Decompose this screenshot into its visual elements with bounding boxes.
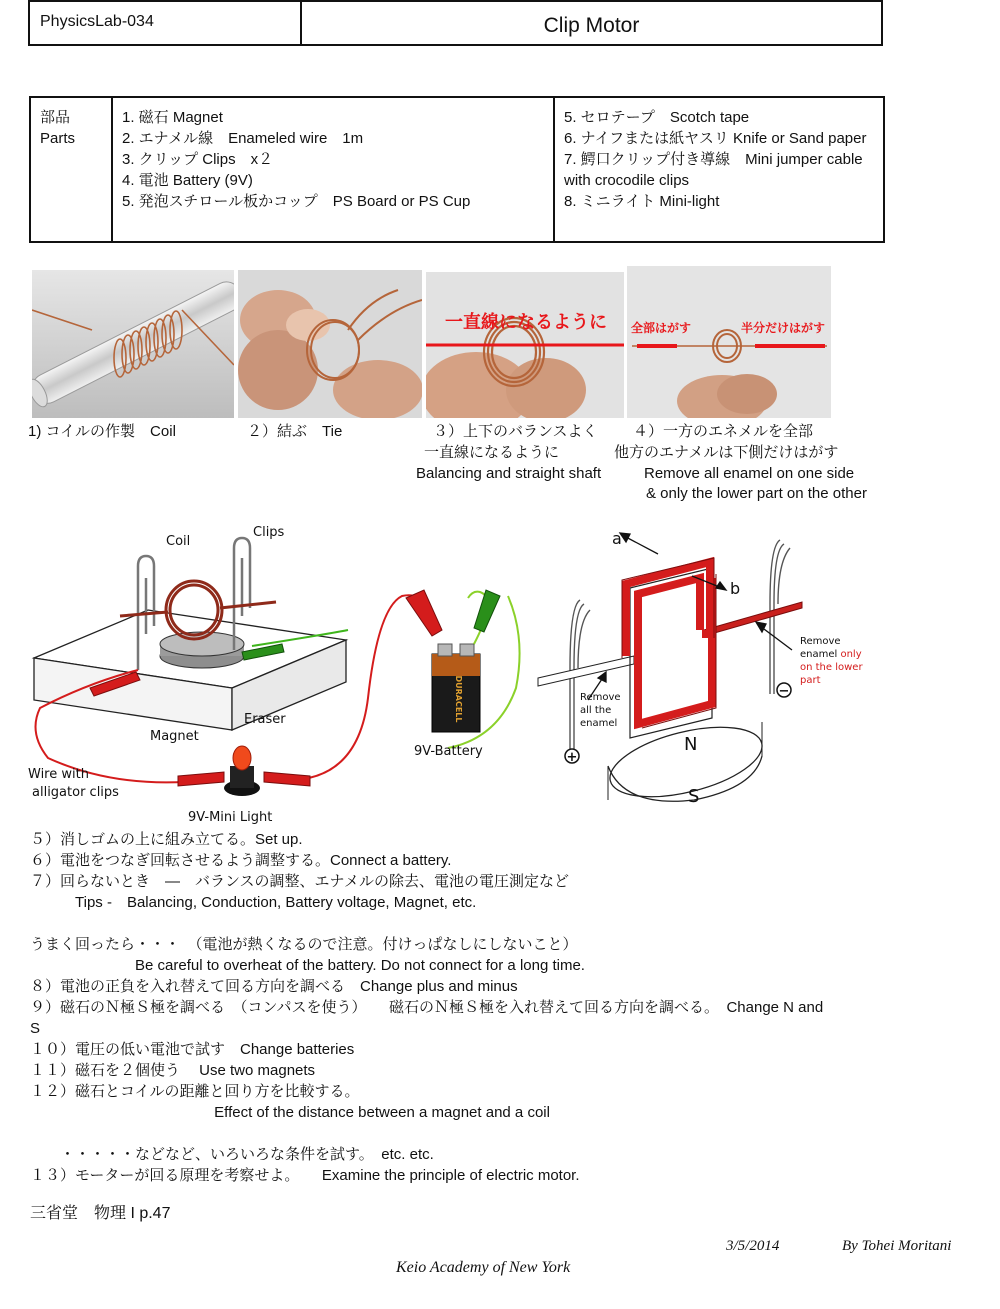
- setup-diagram: [28, 518, 536, 826]
- caption-step3-line2: 一直線になるように: [424, 444, 560, 461]
- part-item: 8. ミニライト Mini-light: [564, 193, 720, 210]
- parts-list-left: [113, 98, 555, 241]
- photo3-overlay-text: 一直線になるように: [445, 312, 607, 333]
- photo4-overlay-right: 半分だけはがす: [741, 321, 826, 335]
- step-line: Tips - Balancing, Conduction, Battery voltage, Magnet, etc.: [30, 894, 477, 911]
- part-item: 5. 発泡スチロール板かコップ PS Board or PS Cup: [122, 193, 471, 210]
- label-battery: 9V-Battery: [414, 744, 483, 759]
- label-s-pole: S: [688, 786, 700, 807]
- parts-label-cell: [31, 98, 113, 241]
- part-item: 3. クリップ Clips x２: [122, 151, 274, 168]
- parts-label-en: Parts: [40, 130, 76, 147]
- caption-step4-line2: 他方のエナメルは下側だけはがす: [614, 444, 839, 461]
- step-line: １３）モーターが回る原理を考察せよ。 Examine the principle of electric motor.: [30, 1167, 580, 1184]
- step-line: [30, 1123, 990, 1144]
- battery-brand: DURACELL: [454, 675, 463, 723]
- step-line: [30, 913, 990, 934]
- caption-step4-line1: ４）一方のエネメルを全部: [633, 423, 814, 440]
- step-line: うまく回ったら・・・ （電池が熱くなるので注意。付けっぱなしにしないこと）: [30, 936, 578, 953]
- part-item: 4. 電池 Battery (9V): [122, 172, 253, 189]
- label-b: b: [730, 579, 741, 598]
- remove-all-line1: Remove: [580, 692, 621, 703]
- part-item: 6. ナイフまたは紙ヤスリ Knife or Sand paper: [564, 130, 867, 147]
- caption-step4-line3: Remove all enamel on one side: [644, 465, 855, 482]
- footer-school: Keio Academy of New York: [396, 1259, 571, 1276]
- parts-list-right: [555, 98, 883, 241]
- coil-magnet-diagram: [534, 518, 874, 812]
- part-item: 7. 鰐口クリップ付き導線 Mini jumper cable with crocodile clips: [564, 151, 863, 189]
- remove-lower-line2: enamel only: [800, 649, 862, 660]
- label-eraser: Eraser: [244, 712, 286, 727]
- remove-all-line3: enamel: [580, 718, 618, 729]
- caption-step3-line3: Balancing and straight shaft: [416, 465, 602, 482]
- photo-balancing: [426, 272, 624, 418]
- remove-lower-line3: on the lower: [800, 662, 863, 673]
- parts-table: [29, 96, 885, 243]
- photo-coil-on-tube: [32, 270, 234, 418]
- caption-step3-line1: ３）上下のバランスよく: [433, 423, 598, 440]
- step-line: ８）電池の正負を入れ替えて回る方向を調べる Change plus and minus: [30, 978, 518, 995]
- label-mini-light: 9V-Mini Light: [188, 810, 273, 825]
- remove-lower-line1: Remove: [800, 636, 841, 647]
- step-line: ５）消しゴムの上に組み立てる。Set up.: [30, 831, 303, 848]
- label-magnet: Magnet: [150, 729, 199, 744]
- step-line: １０）電圧の低い電池で試す Change batteries: [30, 1041, 355, 1058]
- step-line: ・・・・・などなど、いろいろな条件を試す。 etc. etc.: [30, 1146, 434, 1163]
- step-line: S: [30, 1020, 41, 1037]
- label-wire-line2: alligator clips: [32, 785, 119, 800]
- label-n-pole: N: [684, 734, 698, 755]
- caption-step1: 1) コイルの作製 Coil: [28, 423, 176, 440]
- label-clips: Clips: [253, 525, 285, 540]
- footer-author: By Tohei Moritani: [842, 1238, 952, 1254]
- step-line: １１）磁石を２個使う Use two magnets: [30, 1062, 316, 1079]
- reference: 三省堂 物理 I p.47: [30, 1205, 171, 1222]
- part-item: 5. セロテープ Scotch tape: [564, 109, 750, 126]
- caption-step4-line4: & only the lower part on the other: [646, 485, 867, 502]
- photo4-overlay-left: 全部はがす: [631, 321, 692, 335]
- step-line: Be careful to overheat of the battery. Do not connect for a long time.: [30, 957, 585, 974]
- remove-lower-line4: part: [800, 675, 821, 686]
- label-wire-line1: Wire with: [28, 767, 89, 782]
- lab-id: PhysicsLab-034: [30, 2, 302, 46]
- photo-remove-enamel: [627, 266, 831, 418]
- remove-all-line2: all the: [580, 705, 612, 716]
- part-item: 2. エナメル線 Enameled wire 1m: [122, 130, 364, 147]
- page-title: Clip Motor: [543, 14, 640, 37]
- step-line: Effect of the distance between a magnet and a coil: [30, 1104, 550, 1121]
- header-box: [28, 0, 883, 46]
- terminal-plus: +: [566, 750, 578, 765]
- part-item: 1. 磁石 Magnet: [122, 109, 223, 126]
- caption-step2: ２）結ぶ Tie: [247, 423, 343, 440]
- parts-label-jp: 部品: [40, 109, 71, 126]
- label-coil: Coil: [166, 534, 191, 549]
- step-line: １２）磁石とコイルの距離と回り方を比較する。: [30, 1083, 360, 1100]
- step-line: ６）電池をつなぎ回転させるよう調整する。Connect a battery.: [30, 852, 452, 869]
- instruction-steps: [30, 829, 990, 1186]
- label-a: a: [612, 529, 622, 548]
- footer-date: 3/5/2014: [726, 1238, 780, 1254]
- photo-tie: [238, 270, 422, 418]
- step-line: ７）回らないとき ― バランスの調整、エナメルの除去、電池の電圧測定など: [30, 873, 569, 890]
- step-line: ９）磁石のＮ極Ｓ極を調べる （コンパスを使う） 磁石のＮ極Ｓ極を入れ替えて回る方向を調べる。 Change N and: [30, 999, 824, 1016]
- terminal-minus: −: [778, 684, 790, 699]
